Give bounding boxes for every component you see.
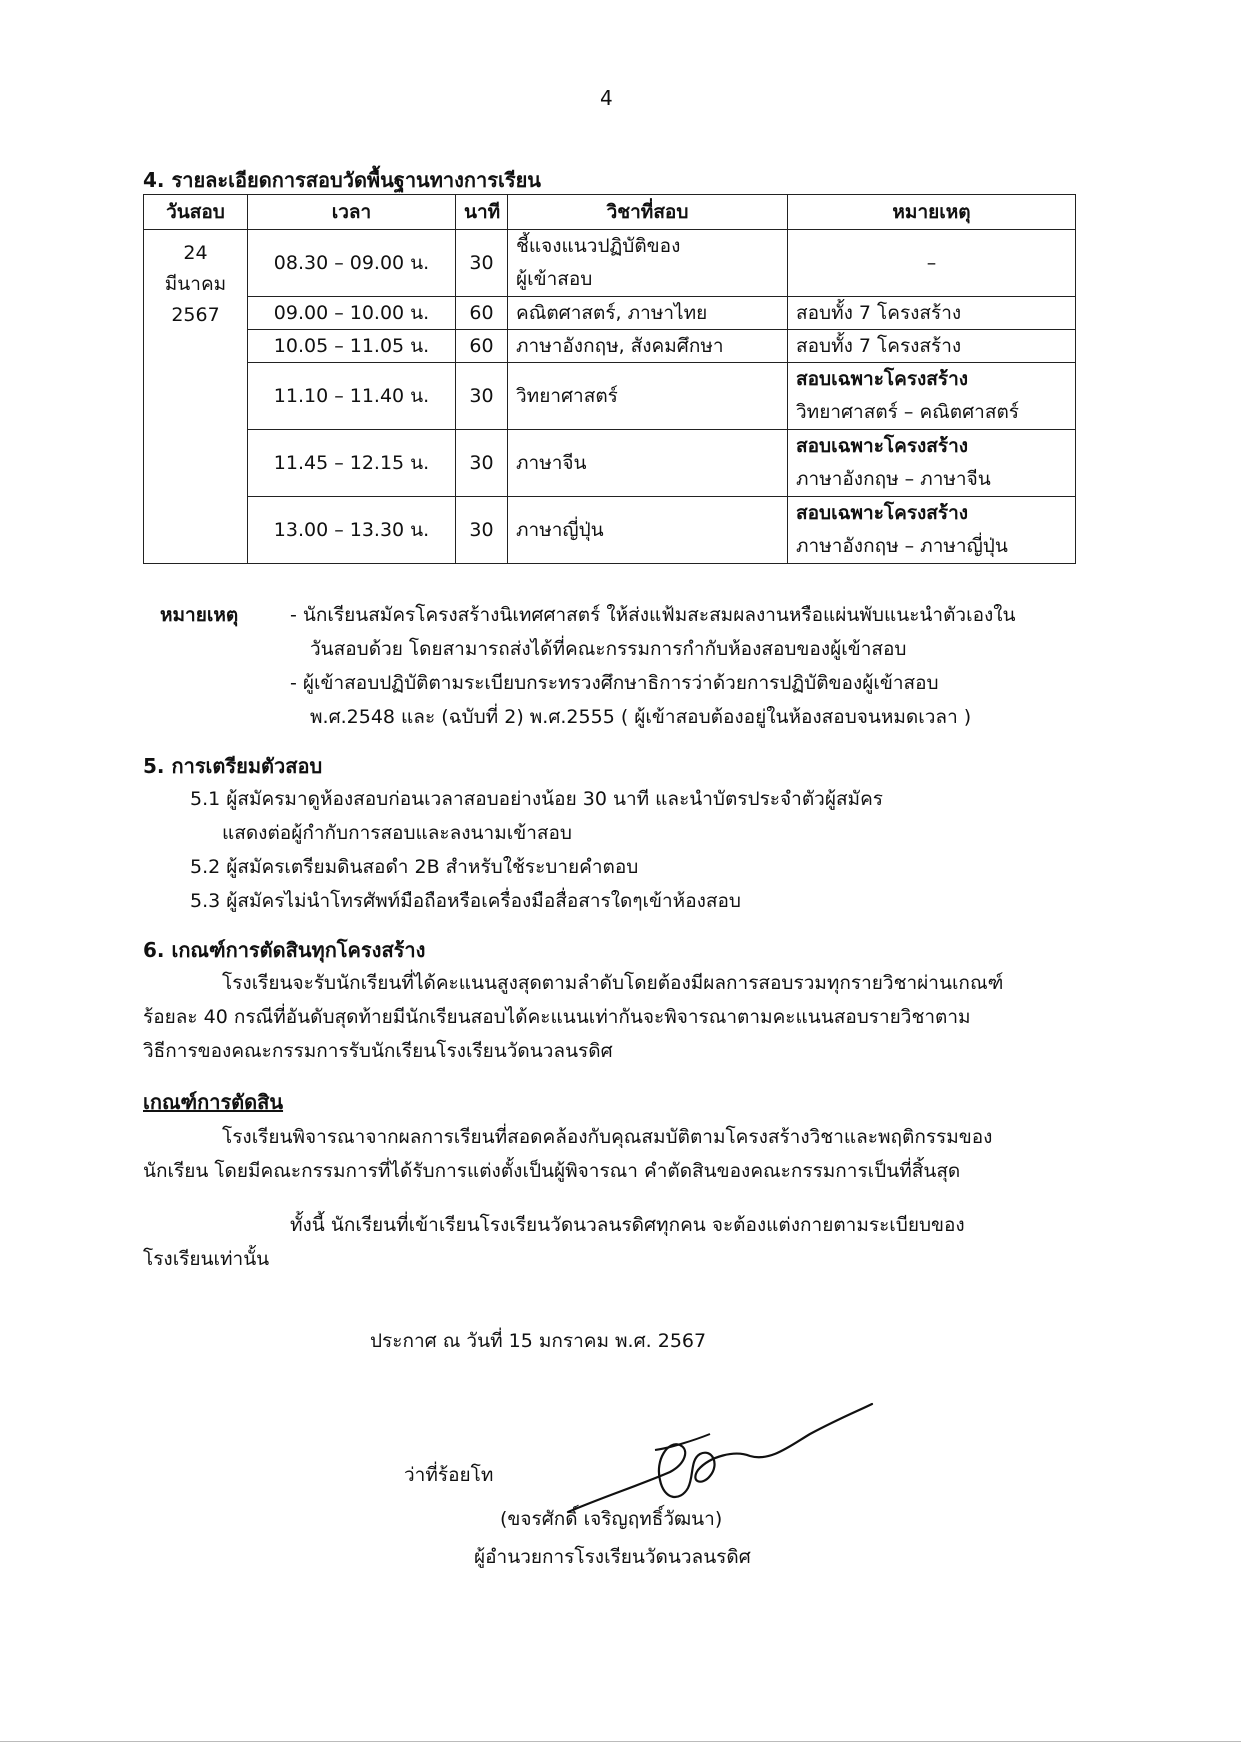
header-subject: วิชาที่สอบ <box>508 195 788 230</box>
paragraph-line: ทั้งนี้ นักเรียนที่เข้าเรียนโรงเรียนวัดนวลนรดิศทุกคน จะต้องแต่งกายตามระเบียบของ <box>290 1214 965 1236</box>
exam-date-year: 2567 <box>171 304 220 326</box>
signer-position: ผู้อำนวยการโรงเรียนวัดนวลนรดิศ <box>474 1546 751 1568</box>
remark-line: - ผู้เข้าสอบปฏิบัติตามระเบียบกระทรวงศึกษาธิการว่าด้วยการปฏิบัติของผู้เข้าสอบ <box>290 672 939 694</box>
signer-rank: ว่าที่ร้อยโท <box>404 1464 494 1486</box>
table-header-row <box>144 195 1076 230</box>
note-cell: สอบทั้ง 7 โครงสร้าง <box>788 297 1076 330</box>
table-row <box>144 363 1076 430</box>
note-cell: สอบทั้ง 7 โครงสร้าง <box>788 330 1076 363</box>
note-cell <box>788 430 1076 497</box>
time-cell: 11.45 – 12.15 น. <box>248 430 456 497</box>
note-text: วิทยาศาสตร์ – คณิตศาสตร์ <box>796 401 1019 423</box>
note-bold-text: สอบเฉพาะโครงสร้าง <box>796 435 969 457</box>
remark-line: พ.ศ.2548 และ (ฉบับที่ 2) พ.ศ.2555 ( ผู้เข้าสอบต้องอยู่ในห้องสอบจนหมดเวลา ) <box>310 706 972 728</box>
note-cell <box>788 363 1076 430</box>
prep-item: แสดงต่อผู้กำกับการสอบและลงนามเข้าสอบ <box>222 822 572 844</box>
time-cell: 13.00 – 13.30 น. <box>248 497 456 564</box>
minutes-cell: 60 <box>456 330 508 363</box>
header-date: วันสอบ <box>144 195 248 230</box>
page-number: 4 <box>600 86 613 110</box>
exam-date-cell <box>144 230 248 564</box>
note-bold-text: สอบเฉพาะโครงสร้าง <box>796 502 969 524</box>
subject-cell: วิทยาศาสตร์ <box>508 363 788 430</box>
exam-schedule-table <box>143 194 1076 564</box>
subject-cell: ภาษาอังกฤษ, สังคมศึกษา <box>508 330 788 363</box>
time-cell: 10.05 – 11.05 น. <box>248 330 456 363</box>
section-5-title: 5. การเตรียมตัวสอบ <box>143 754 323 778</box>
note-text: ภาษาอังกฤษ – ภาษาจีน <box>796 468 991 490</box>
prep-item: 5.2 ผู้สมัครเตรียมดินสอดำ 2B สำหรับใช้ระบายคำตอบ <box>190 856 639 878</box>
minutes-cell: 30 <box>456 430 508 497</box>
minutes-cell: 30 <box>456 363 508 430</box>
exam-date-day: 24 <box>183 242 208 264</box>
table-row <box>144 330 1076 363</box>
signer-name: (ขจรศักดิ์ เจริญฤทธิ์วัฒนา) <box>500 1508 723 1530</box>
page-bottom-edge <box>0 1741 1241 1742</box>
header-minutes: นาที <box>456 195 508 230</box>
minutes-cell: 30 <box>456 230 508 297</box>
note-cell <box>788 497 1076 564</box>
note-cell: – <box>788 230 1076 297</box>
time-cell: 11.10 – 11.40 น. <box>248 363 456 430</box>
paragraph-line: โรงเรียนเท่านั้น <box>143 1248 270 1270</box>
note-bold-text: สอบเฉพาะโครงสร้าง <box>796 368 969 390</box>
header-note: หมายเหตุ <box>788 195 1076 230</box>
table-row <box>144 230 1076 297</box>
minutes-cell: 60 <box>456 297 508 330</box>
remark-label: หมายเหตุ <box>160 604 239 626</box>
section-6-title: 6. เกณฑ์การตัดสินทุกโครงสร้าง <box>143 938 426 962</box>
time-cell: 08.30 – 09.00 น. <box>248 230 456 297</box>
exam-date-month: มีนาคม <box>164 273 227 295</box>
paragraph-line: นักเรียน โดยมีคณะกรรมการที่ได้รับการแต่งตั้งเป็นผู้พิจารณา คำตัดสินของคณะกรรมการเป็นที่สิ้นสุด <box>143 1160 961 1182</box>
table-row <box>144 497 1076 564</box>
announcement-date: ประกาศ ณ วันที่ 15 มกราคม พ.ศ. 2567 <box>370 1330 707 1352</box>
criteria-title: เกณฑ์การตัดสิน <box>143 1090 284 1114</box>
minutes-cell: 30 <box>456 497 508 564</box>
subject-cell <box>508 230 788 297</box>
table-row <box>144 430 1076 497</box>
paragraph-line: ร้อยละ 40 กรณีที่อันดับสุดท้ายมีนักเรียนสอบได้คะแนนเท่ากันจะพิจารณาตามคะแนนสอบรายวิชาตาม <box>143 1006 971 1028</box>
paragraph-line: วิธีการของคณะกรรมการรับนักเรียนโรงเรียนวัดนวลนรดิศ <box>143 1040 613 1062</box>
subject-cell: ภาษาญี่ปุ่น <box>508 497 788 564</box>
remark-line: - นักเรียนสมัครโครงสร้างนิเทศศาสตร์ ให้ส่งแฟ้มสะสมผลงานหรือแผ่นพับแนะนำตัวเองใน <box>290 604 1016 626</box>
note-text: ภาษาอังกฤษ – ภาษาญี่ปุ่น <box>796 535 1008 557</box>
remark-line: วันสอบด้วย โดยสามารถส่งได้ที่คณะกรรมการกำกับห้องสอบของผู้เข้าสอบ <box>310 638 907 660</box>
prep-item: 5.3 ผู้สมัครไม่นำโทรศัพท์มือถือหรือเครื่องมือสื่อสารใดๆเข้าห้องสอบ <box>190 890 741 912</box>
time-cell: 09.00 – 10.00 น. <box>248 297 456 330</box>
paragraph-line: โรงเรียนจะรับนักเรียนที่ได้คะแนนสูงสุดตามลำดับโดยต้องมีผลการสอบรวมทุกรายวิชาผ่านเกณฑ์ <box>222 972 1004 994</box>
section-4-title: 4. รายละเอียดการสอบวัดพื้นฐานทางการเรียน <box>143 168 541 192</box>
subject-text: ชี้แจงแนวปฏิบัติของ <box>516 235 681 257</box>
table-row <box>144 297 1076 330</box>
subject-cell: ภาษาจีน <box>508 430 788 497</box>
subject-text: ผู้เข้าสอบ <box>516 268 593 290</box>
prep-item: 5.1 ผู้สมัครมาดูห้องสอบก่อนเวลาสอบอย่างน้อย 30 นาที และนำบัตรประจำตัวผู้สมัคร <box>190 788 883 810</box>
paragraph-line: โรงเรียนพิจารณาจากผลการเรียนที่สอดคล้องกับคุณสมบัติตามโครงสร้างวิชาและพฤติกรรมของ <box>222 1126 993 1148</box>
header-time: เวลา <box>248 195 456 230</box>
subject-cell: คณิตศาสตร์, ภาษาไทย <box>508 297 788 330</box>
